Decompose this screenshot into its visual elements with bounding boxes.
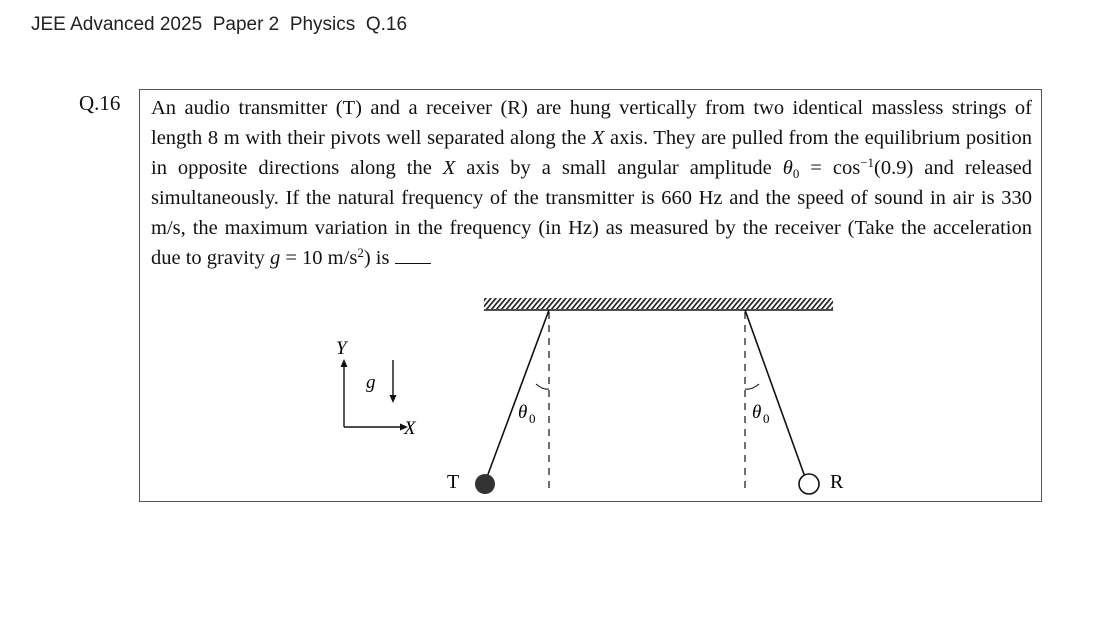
left-angle-label: θ (518, 402, 528, 423)
right-angle-arc (745, 384, 759, 389)
question-line-3a: position in opposite directions along the (151, 127, 1032, 179)
question-line-2b: axis. They are pulled from the equilibrium (604, 127, 961, 149)
x-axis-symbol: X (442, 157, 456, 179)
transmitter-label: T (447, 471, 460, 493)
gravity-arrowhead (390, 395, 397, 403)
question-line-6a: by the receiver (Take the acceleration due to gravity (151, 217, 1032, 269)
gravity-label: g (366, 372, 376, 393)
right-string (745, 310, 805, 477)
y-axis-label: Y (336, 338, 347, 359)
y-axis-arrowhead (341, 359, 348, 367)
left-angle-subscript: 0 (529, 411, 536, 426)
right-angle-label: θ (752, 402, 762, 423)
question-line-3b: axis by a small angular amplitude (455, 157, 772, 179)
exam-name: JEE Advanced 2025 (31, 14, 203, 35)
x-axis-symbol: X (591, 127, 605, 149)
inverse-exponent: −1 (860, 155, 875, 170)
right-angle-subscript: 0 (763, 411, 770, 426)
question-line-6b: = 10 m/s (280, 247, 358, 269)
transmitter-bob (475, 474, 495, 494)
paper-name: Paper 2 (212, 14, 280, 35)
subject-name: Physics (289, 14, 356, 35)
question-line-2a: length 8 m with their pivots well separated along the (151, 127, 592, 149)
question-line-6c: ) is (363, 247, 395, 269)
theta-symbol: θ (782, 157, 793, 179)
receiver-bob (799, 474, 819, 494)
cos-text: = cos (799, 157, 861, 179)
left-string (487, 310, 549, 477)
theta-subscript: 0 (792, 166, 800, 181)
question-ref: Q.16 (365, 14, 408, 35)
square-exponent: 2 (357, 245, 364, 260)
ceiling-hatch (484, 298, 833, 309)
x-axis-label: X (404, 418, 416, 439)
receiver-label: R (830, 471, 844, 493)
question-line-4: (0.9) and released simultaneously. If the natural frequency of the transmitter is 660 Hz (151, 157, 1033, 209)
question-line-1: An audio transmitter (T) and a receiver (R) are hung vertically from two identical massless strings of (151, 97, 1032, 119)
left-angle-arc (536, 384, 549, 389)
question-line-5: and the speed of sound in air is 330 m/s, the maximum variation in the frequency (in Hz) as measured (151, 187, 1033, 239)
gravity-symbol: g (270, 247, 281, 269)
question-number: Q.16 (79, 91, 121, 115)
